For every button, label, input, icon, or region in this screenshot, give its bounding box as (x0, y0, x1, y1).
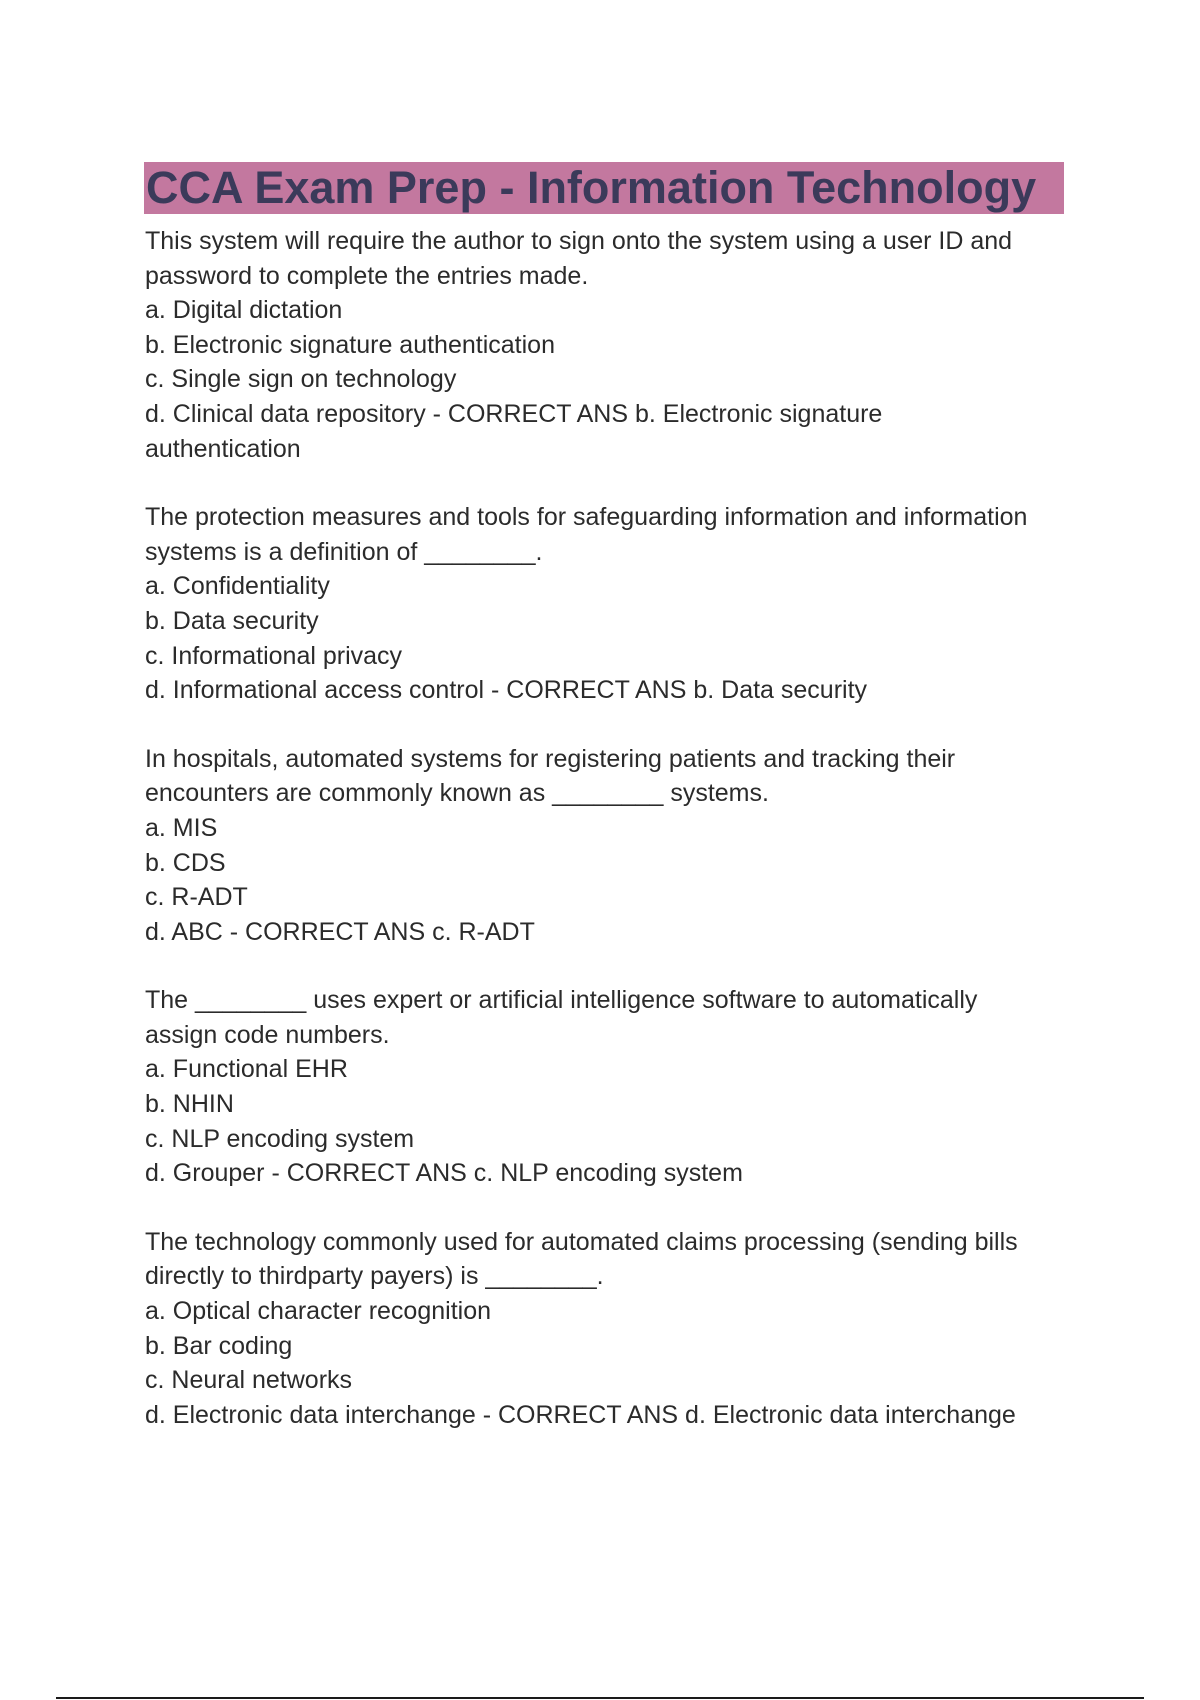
question-2 (145, 500, 1095, 708)
question-1 (145, 224, 1095, 466)
answer-option: a. Confidentiality (145, 572, 330, 601)
answer-option: b. CDS (145, 848, 226, 877)
answer-option: a. Digital dictation (145, 296, 343, 325)
answer-option: c. Single sign on technology (145, 365, 457, 394)
answer-option-with-correct-answer: d. ABC - CORRECT ANS c. R-ADT (145, 917, 535, 946)
question-stem-line: encounters are commonly known as ________ systems. (145, 779, 769, 808)
question-stem-line: In hospitals, automated systems for registering patients and tracking their (145, 744, 956, 773)
question-3 (145, 742, 1095, 950)
question-stem-line: This system will require the author to sign onto the system using a user ID and (145, 227, 1013, 255)
answer-option: c. R-ADT (145, 883, 248, 912)
answer-option-with-correct-answer: d. Clinical data repository - CORRECT ANS b. Electronic signature (145, 399, 883, 428)
question-stem-line: assign code numbers. (145, 1020, 390, 1049)
page-bottom-rule (56, 1697, 1144, 1699)
answer-option: a. Optical character recognition (145, 1297, 492, 1326)
answer-option: a. Functional EHR (145, 1055, 348, 1084)
page-title: CCA Exam Prep - Information Technology (146, 162, 1037, 213)
answer-option: b. Electronic signature authentication (145, 330, 555, 359)
questions-list (145, 224, 1095, 1466)
question-stem-line: The ________ uses expert or artificial intelligence software to automatically (145, 986, 978, 1015)
answer-option: a. MIS (145, 813, 218, 842)
question-stem-line: The protection measures and tools for safeguarding information and information (145, 503, 1028, 532)
answer-option: b. NHIN (145, 1090, 234, 1119)
title-block (144, 160, 1064, 230)
answer-option: c. NLP encoding system (145, 1124, 415, 1153)
answer-option-with-correct-answer: d. Informational access control - CORRECT ANS b. Data security (145, 676, 868, 705)
answer-option: c. Neural networks (145, 1366, 353, 1395)
answer-option: b. Bar coding (145, 1331, 293, 1360)
question-stem-line: systems is a definition of ________. (145, 537, 543, 566)
question-stem-line: password to complete the entries made. (145, 261, 589, 290)
question-stem-line: directly to thirdparty payers) is ________. (145, 1262, 604, 1291)
answer-option: c. Informational privacy (145, 641, 403, 670)
question-4 (145, 983, 1095, 1191)
question-5 (145, 1225, 1095, 1433)
answer-option-with-correct-answer: d. Electronic data interchange - CORRECT ANS d. Electronic data interchange (145, 1400, 1016, 1429)
answer-option-with-correct-answer: d. Grouper - CORRECT ANS c. NLP encoding system (145, 1159, 743, 1188)
answer-option: b. Data security (145, 606, 319, 635)
question-stem-line: The technology commonly used for automated claims processing (sending bills (145, 1227, 1018, 1256)
correct-answer-continuation: authentication (145, 434, 301, 463)
